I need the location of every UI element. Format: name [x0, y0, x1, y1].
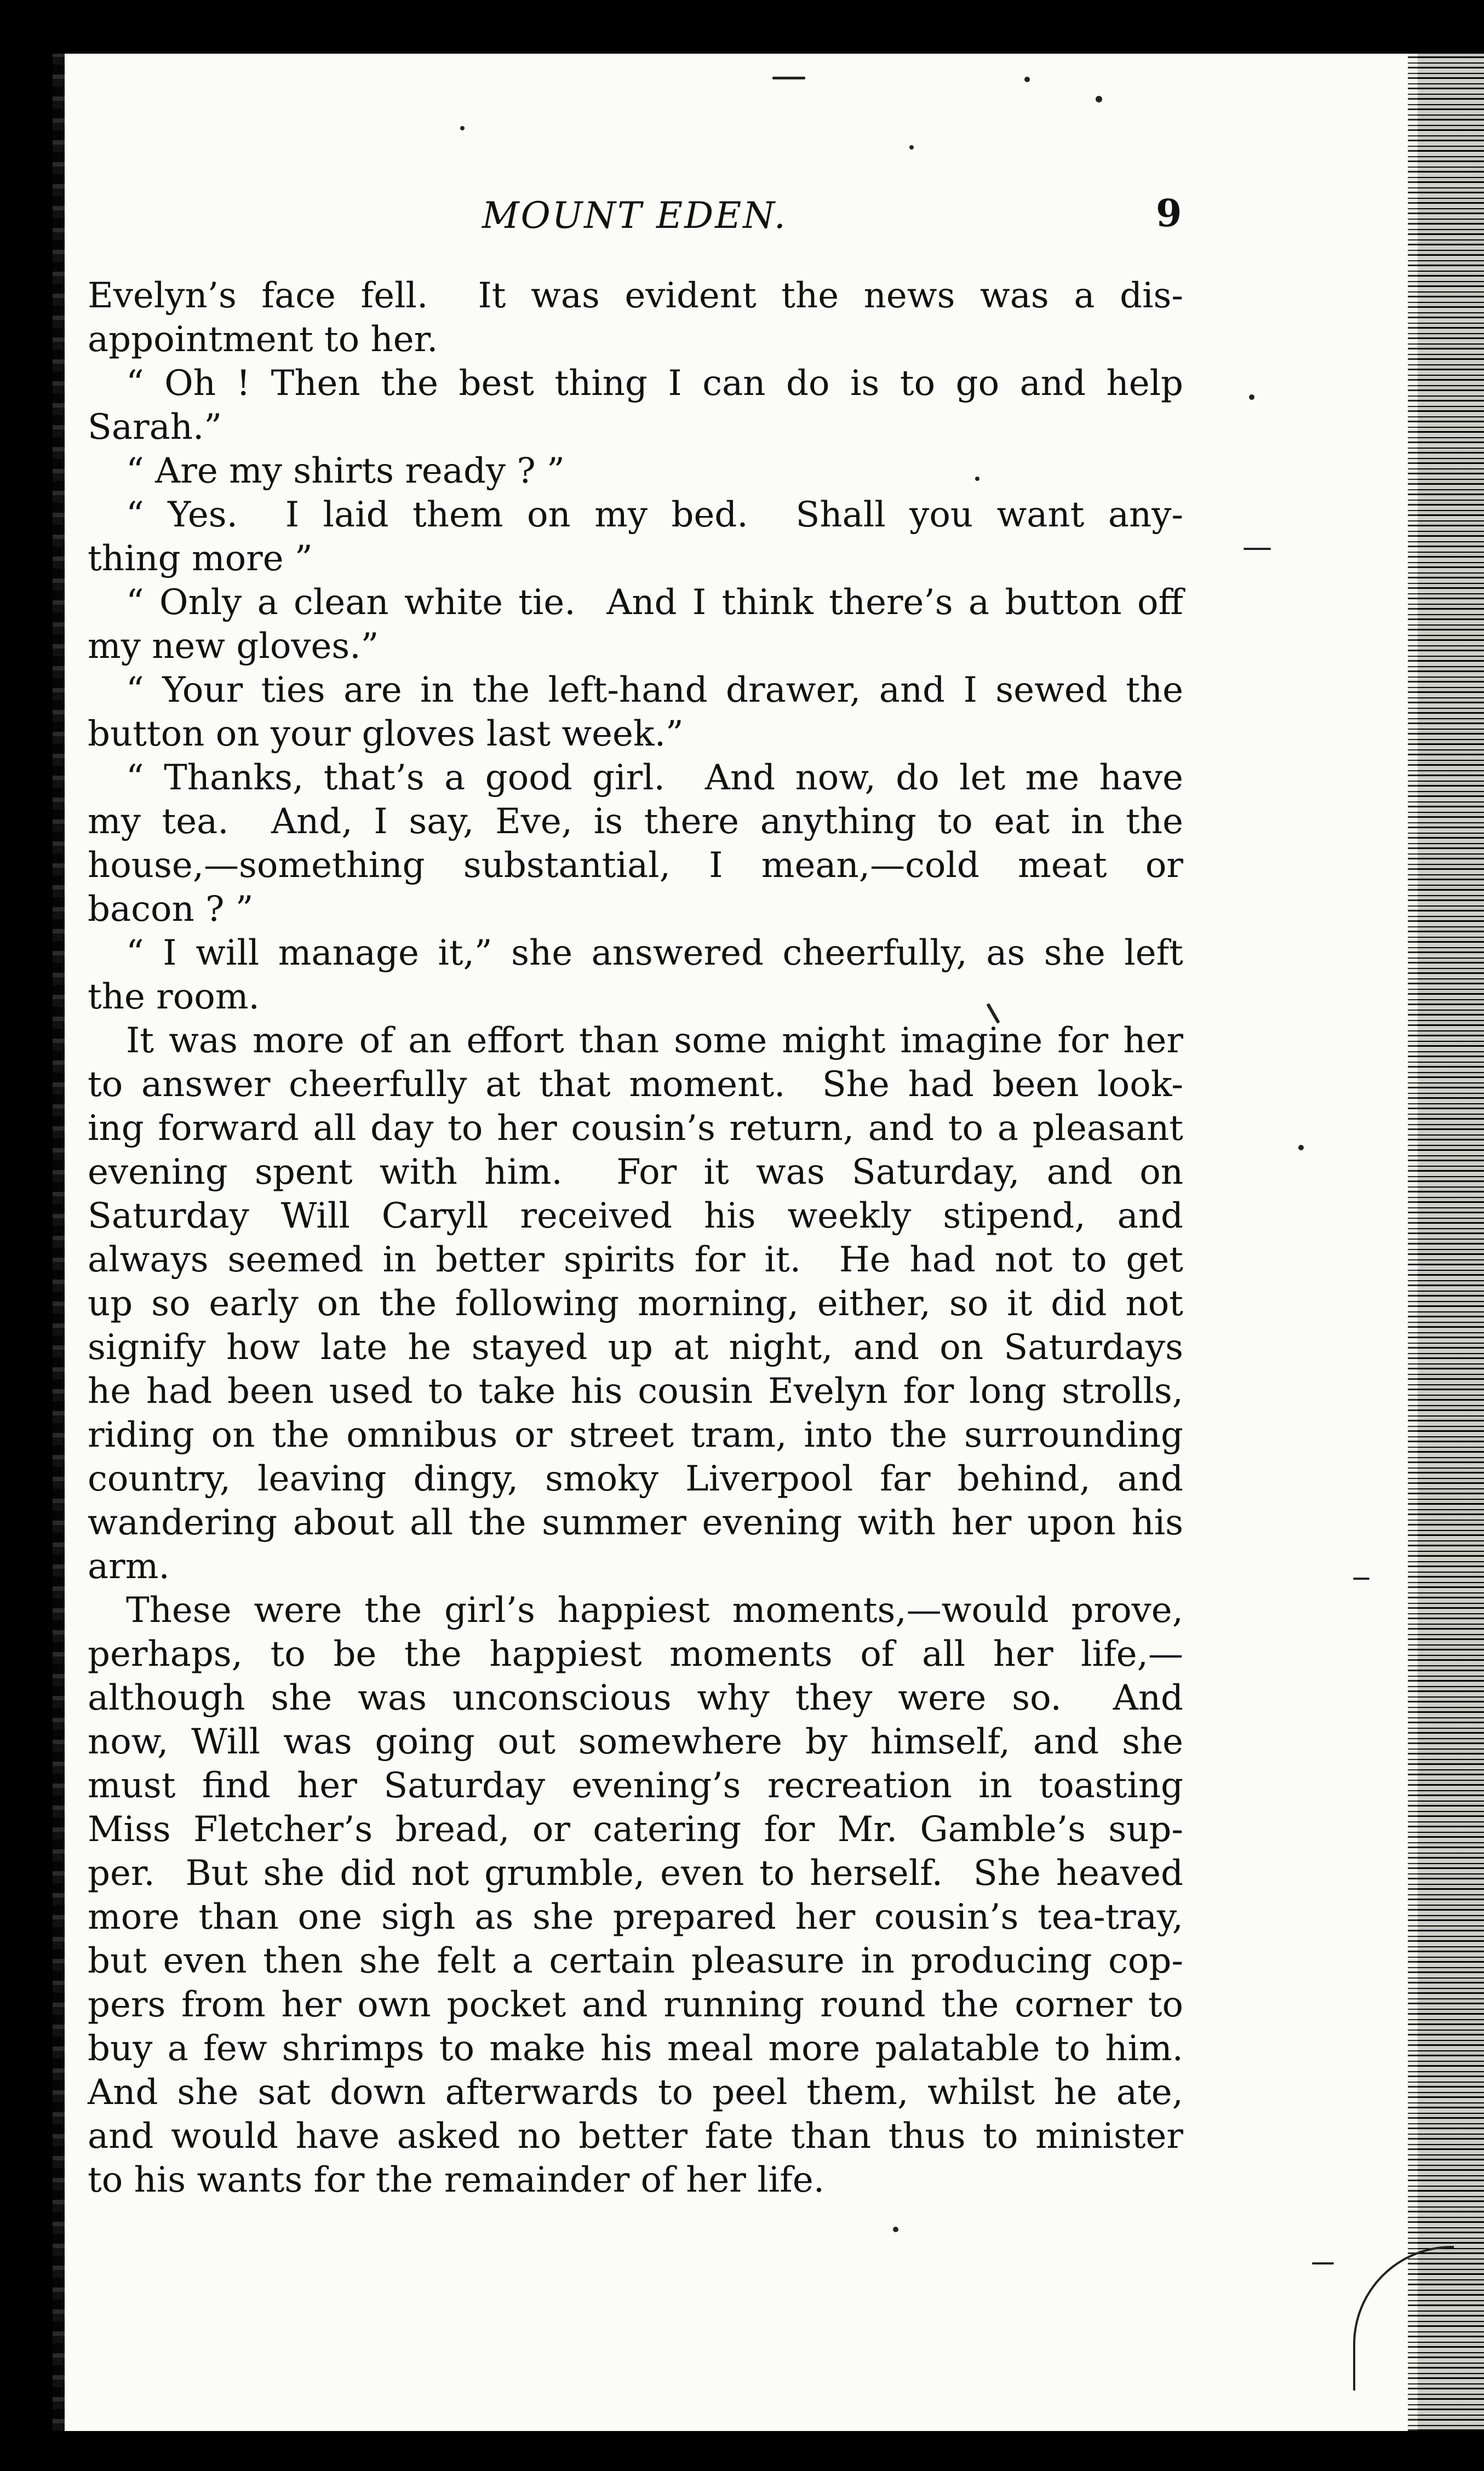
text-line: button on your gloves last week.” — [88, 714, 684, 754]
text-line: Miss Fletcher’s bread, or catering for Mr. Gamble’s sup- — [88, 1809, 1183, 1850]
text-line: now, Will was going out somewhere by himself, and she — [88, 1722, 1183, 1762]
page-number: 9 — [1156, 192, 1182, 236]
text-line: And she sat down afterwards to peel them, whilst he ate, — [88, 2072, 1183, 2113]
text-line: “ Only a clean white tie. And I think there’s a button off — [126, 582, 1183, 623]
dust-speck — [909, 145, 914, 150]
text-line: although she was unconscious why they were so. And — [88, 1678, 1183, 1718]
dust-speck — [1312, 2262, 1334, 2264]
text-line: per. But she did not grumble, even to herself. She heaved — [88, 1853, 1183, 1894]
dust-speck — [1353, 1578, 1370, 1580]
text-line: arm. — [88, 1546, 170, 1587]
text-line: more than one sigh as she prepared her cousin’s tea-tray, — [88, 1897, 1183, 1937]
text-line: appointment to her. — [88, 319, 438, 360]
text-line: pers from her own pocket and running round the corner to — [88, 1985, 1183, 2025]
text-line: ing forward all day to her cousin’s return, and to a pleasant — [88, 1108, 1183, 1149]
dust-speck — [460, 126, 465, 130]
text-line: the room. — [88, 977, 260, 1017]
text-line: riding on the omnibus or street tram, into the surrounding — [88, 1415, 1183, 1455]
text-line: “ Oh ! Then the best thing I can do is to go and help — [126, 363, 1183, 404]
text-line: Saturday Will Caryll received his weekly stipend, and — [88, 1196, 1183, 1236]
text-line: signify how late he stayed up at night, and on Saturdays — [88, 1327, 1183, 1368]
text-line: up so early on the following morning, either, so it did not — [88, 1283, 1183, 1324]
text-line: he had been used to take his cousin Evelyn for long strolls, — [88, 1371, 1183, 1412]
text-line: “ Yes. I laid them on my bed. Shall you want any- — [126, 495, 1183, 535]
dust-speck — [1298, 1145, 1304, 1150]
text-line: evening spent with him. For it was Saturday, and on — [88, 1152, 1183, 1192]
dust-speck — [975, 477, 979, 481]
page-torn-edge — [1408, 54, 1484, 2431]
text-line: These were the girl’s happiest moments,—would prove, — [126, 1590, 1183, 1631]
text-line: thing more ” — [88, 538, 313, 579]
running-head: MOUNT EDEN. — [482, 194, 787, 237]
text-line: “ Your ties are in the left-hand drawer, and I sewed the — [126, 670, 1183, 710]
text-line: my tea. And, I say, Eve, is there anything to eat in the — [88, 801, 1183, 842]
text-line: to answer cheerfully at that moment. She had been look- — [88, 1064, 1183, 1105]
text-line: to his wants for the remainder of her life. — [88, 2160, 825, 2200]
text-line: wandering about all the summer evening with her upon his — [88, 1503, 1183, 1543]
text-line: bacon ? ” — [88, 889, 254, 930]
text-line: buy a few shrimps to make his meal more palatable to him. — [88, 2028, 1183, 2069]
dust-speck — [772, 77, 805, 79]
text-line: “ Are my shirts ready ? ” — [126, 451, 565, 491]
text-line: always seemed in better spirits for it. He had not to get — [88, 1240, 1183, 1280]
text-line: must find her Saturday evening’s recreation in toasting — [88, 1765, 1183, 1806]
dust-speck — [1249, 394, 1254, 400]
dust-speck — [1096, 96, 1102, 102]
text-line: house,—something substantial, I mean,—cold meat or — [88, 845, 1183, 886]
text-line: It was more of an effort than some might imagine for her — [126, 1020, 1183, 1061]
body-text — [88, 274, 1183, 2202]
text-line: “ I will manage it,” she answered cheerfully, as she left — [126, 933, 1183, 973]
text-line: but even then she felt a certain pleasure in producing cop- — [88, 1941, 1183, 1981]
dust-speck — [1024, 77, 1030, 82]
text-line: my new gloves.” — [88, 626, 379, 667]
text-line: Evelyn’s face fell. It was evident the news was a dis- — [88, 276, 1183, 316]
dust-speck — [893, 2227, 898, 2232]
text-line: “ Thanks, that’s a good girl. And now, do let me have — [126, 758, 1183, 798]
text-line: and would have asked no better fate than thus to minister — [88, 2116, 1183, 2157]
text-line: perhaps, to be the happiest moments of all her life,— — [88, 1634, 1183, 1675]
dust-speck — [1244, 548, 1271, 550]
text-line: Sarah.” — [88, 407, 222, 448]
text-line: country, leaving dingy, smoky Liverpool far behind, and — [88, 1459, 1183, 1499]
